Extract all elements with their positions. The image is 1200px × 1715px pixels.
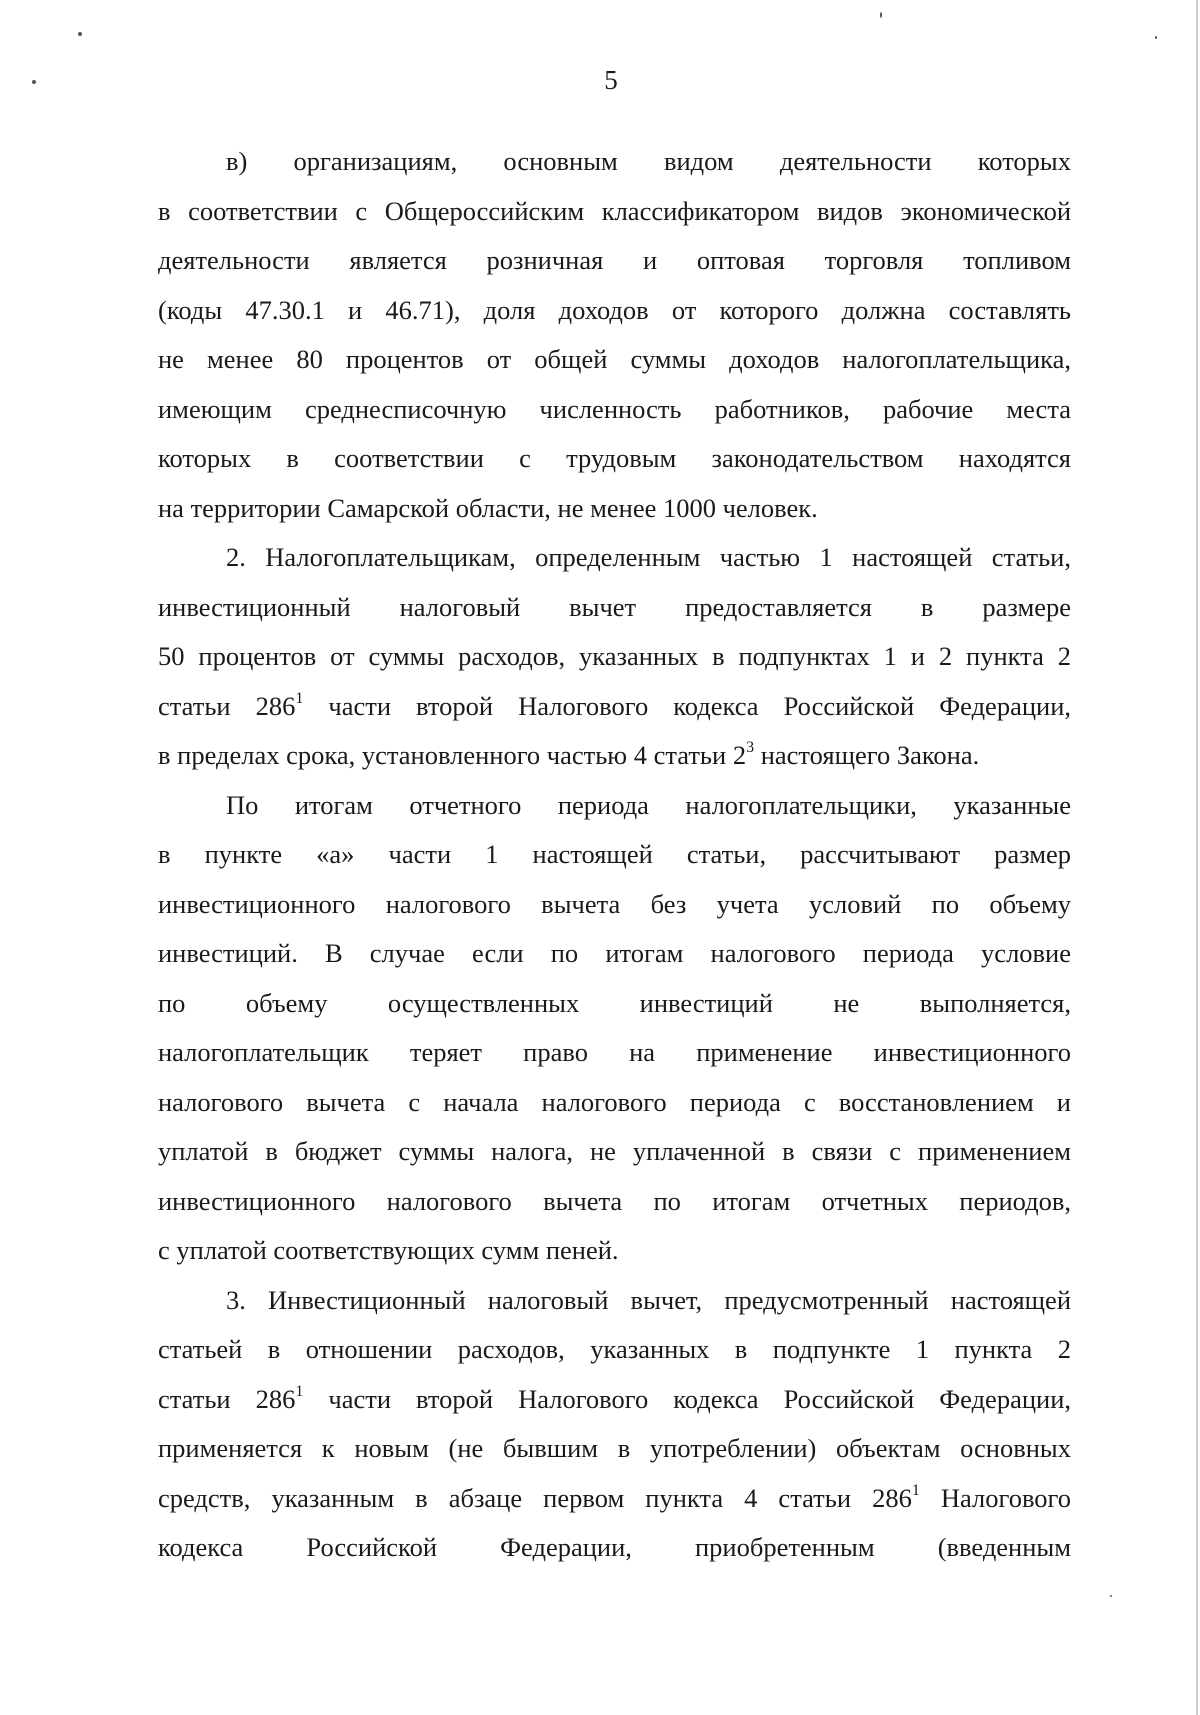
text-line <box>158 286 1071 336</box>
line-text: в пункте «а» части 1 настоящей статьи, рассчитывают размер <box>158 839 1071 869</box>
page-number: 5 <box>604 65 618 95</box>
line-text: применяется к новым (не бывшим в употреблении) объектам основных <box>158 1433 1071 1463</box>
text-line <box>158 484 1071 534</box>
text-line <box>158 731 1071 781</box>
line-text: кодекса Российской Федерации, приобретенным (введенным <box>158 1532 1071 1562</box>
line-text-post: части второй Налогового кодекса Российской Федерации, <box>303 1383 1071 1414</box>
text-line <box>158 830 1071 880</box>
text-line <box>158 781 1071 831</box>
line-text: По итогам отчетного периода налогоплательщики, указанные <box>226 789 1071 820</box>
line-text-pre: средств, указанным в абзаце первом пункта 4 статьи 286 <box>158 1482 912 1513</box>
line-text: в соответствии с Общероссийским классификатором видов экономической <box>158 195 1071 226</box>
line-text-post: настоящего Закона. <box>754 740 980 770</box>
scan-speck <box>880 12 882 18</box>
text-line <box>158 1177 1071 1227</box>
superscript: 1 <box>911 1481 920 1499</box>
line-text: имеющим среднесписочную численность работников, рабочие места <box>158 393 1071 424</box>
line-text-pre: статьи 286 <box>158 690 296 721</box>
scan-speck <box>1110 1595 1112 1597</box>
line-text-pre: в пределах срока, установленного частью 4 статьи 2 <box>158 740 747 770</box>
text-line <box>158 1523 1071 1573</box>
text-line <box>158 1325 1071 1375</box>
text-line <box>158 1078 1071 1128</box>
text-line <box>158 1424 1071 1474</box>
text-line <box>158 533 1071 583</box>
text-line <box>158 137 1071 187</box>
line-text: уплатой в бюджет суммы налога, не уплаченной в связи с применением <box>158 1136 1071 1166</box>
text-line <box>158 1474 1071 1524</box>
scan-speck <box>1155 36 1157 39</box>
line-text: инвестиционного налогового вычета без учета условий по объему <box>158 888 1071 919</box>
line-text: инвестиционный налоговый вычет предоставляется в размере <box>158 591 1071 622</box>
line-text: 50 процентов от суммы расходов, указанных в подпунктах 1 и 2 пункта 2 <box>158 641 1071 671</box>
text-line <box>158 385 1071 435</box>
line-text: 3. Инвестиционный налоговый вычет, предусмотренный настоящей <box>226 1284 1071 1315</box>
text-line <box>158 1226 1071 1276</box>
text-line <box>158 880 1071 930</box>
line-text: которых в соответствии с трудовым законодательством находятся <box>158 443 1071 473</box>
text-line <box>158 929 1071 979</box>
text-line <box>158 1028 1071 1078</box>
text-line <box>158 632 1071 682</box>
line-text-post: Налогового <box>919 1482 1071 1513</box>
line-text: 2. Налогоплательщикам, определенным частью 1 настоящей статьи, <box>226 542 1071 572</box>
scan-edge-right <box>1196 0 1198 1715</box>
line-text: налогоплательщик теряет право на применение инвестиционного <box>158 1037 1071 1067</box>
line-text: на территории Самарской области, не менее 1000 человек. <box>158 492 818 523</box>
text-line <box>158 682 1071 732</box>
text-line <box>158 1276 1071 1326</box>
scan-speck <box>78 32 82 36</box>
line-text-pre: статьи 286 <box>158 1383 296 1414</box>
text-line <box>158 979 1071 1029</box>
superscript: 1 <box>295 689 304 707</box>
line-text: налогового вычета с начала налогового периода с восстановлением и <box>158 1086 1071 1117</box>
line-text: с уплатой соответствующих сумм пеней. <box>158 1235 619 1265</box>
text-line <box>158 236 1071 286</box>
line-text: (коды 47.30.1 и 46.71), доля доходов от которого должна составлять <box>158 294 1071 325</box>
line-text: деятельности является розничная и оптовая торговля топливом <box>158 245 1071 275</box>
text-line <box>158 583 1071 633</box>
line-text: инвестиционного налогового вычета по итогам отчетных периодов, <box>158 1185 1071 1216</box>
line-text: статьей в отношении расходов, указанных в подпункте 1 пункта 2 <box>158 1334 1071 1364</box>
superscript: 3 <box>746 739 755 757</box>
text-line <box>158 187 1071 237</box>
text-line <box>158 1375 1071 1425</box>
line-text: инвестиций. В случае если по итогам налогового периода условие <box>158 938 1071 968</box>
line-text: по объему осуществленных инвестиций не выполняется, <box>158 987 1071 1018</box>
text-line <box>158 335 1071 385</box>
line-text: не менее 80 процентов от общей суммы доходов налогоплательщика, <box>158 344 1071 374</box>
document-body <box>158 137 1071 1573</box>
text-line <box>158 1127 1071 1177</box>
line-text: в) организациям, основным видом деятельности которых <box>226 146 1071 176</box>
line-text-post: части второй Налогового кодекса Российской Федерации, <box>303 690 1071 721</box>
superscript: 1 <box>295 1382 304 1400</box>
text-line <box>158 434 1071 484</box>
